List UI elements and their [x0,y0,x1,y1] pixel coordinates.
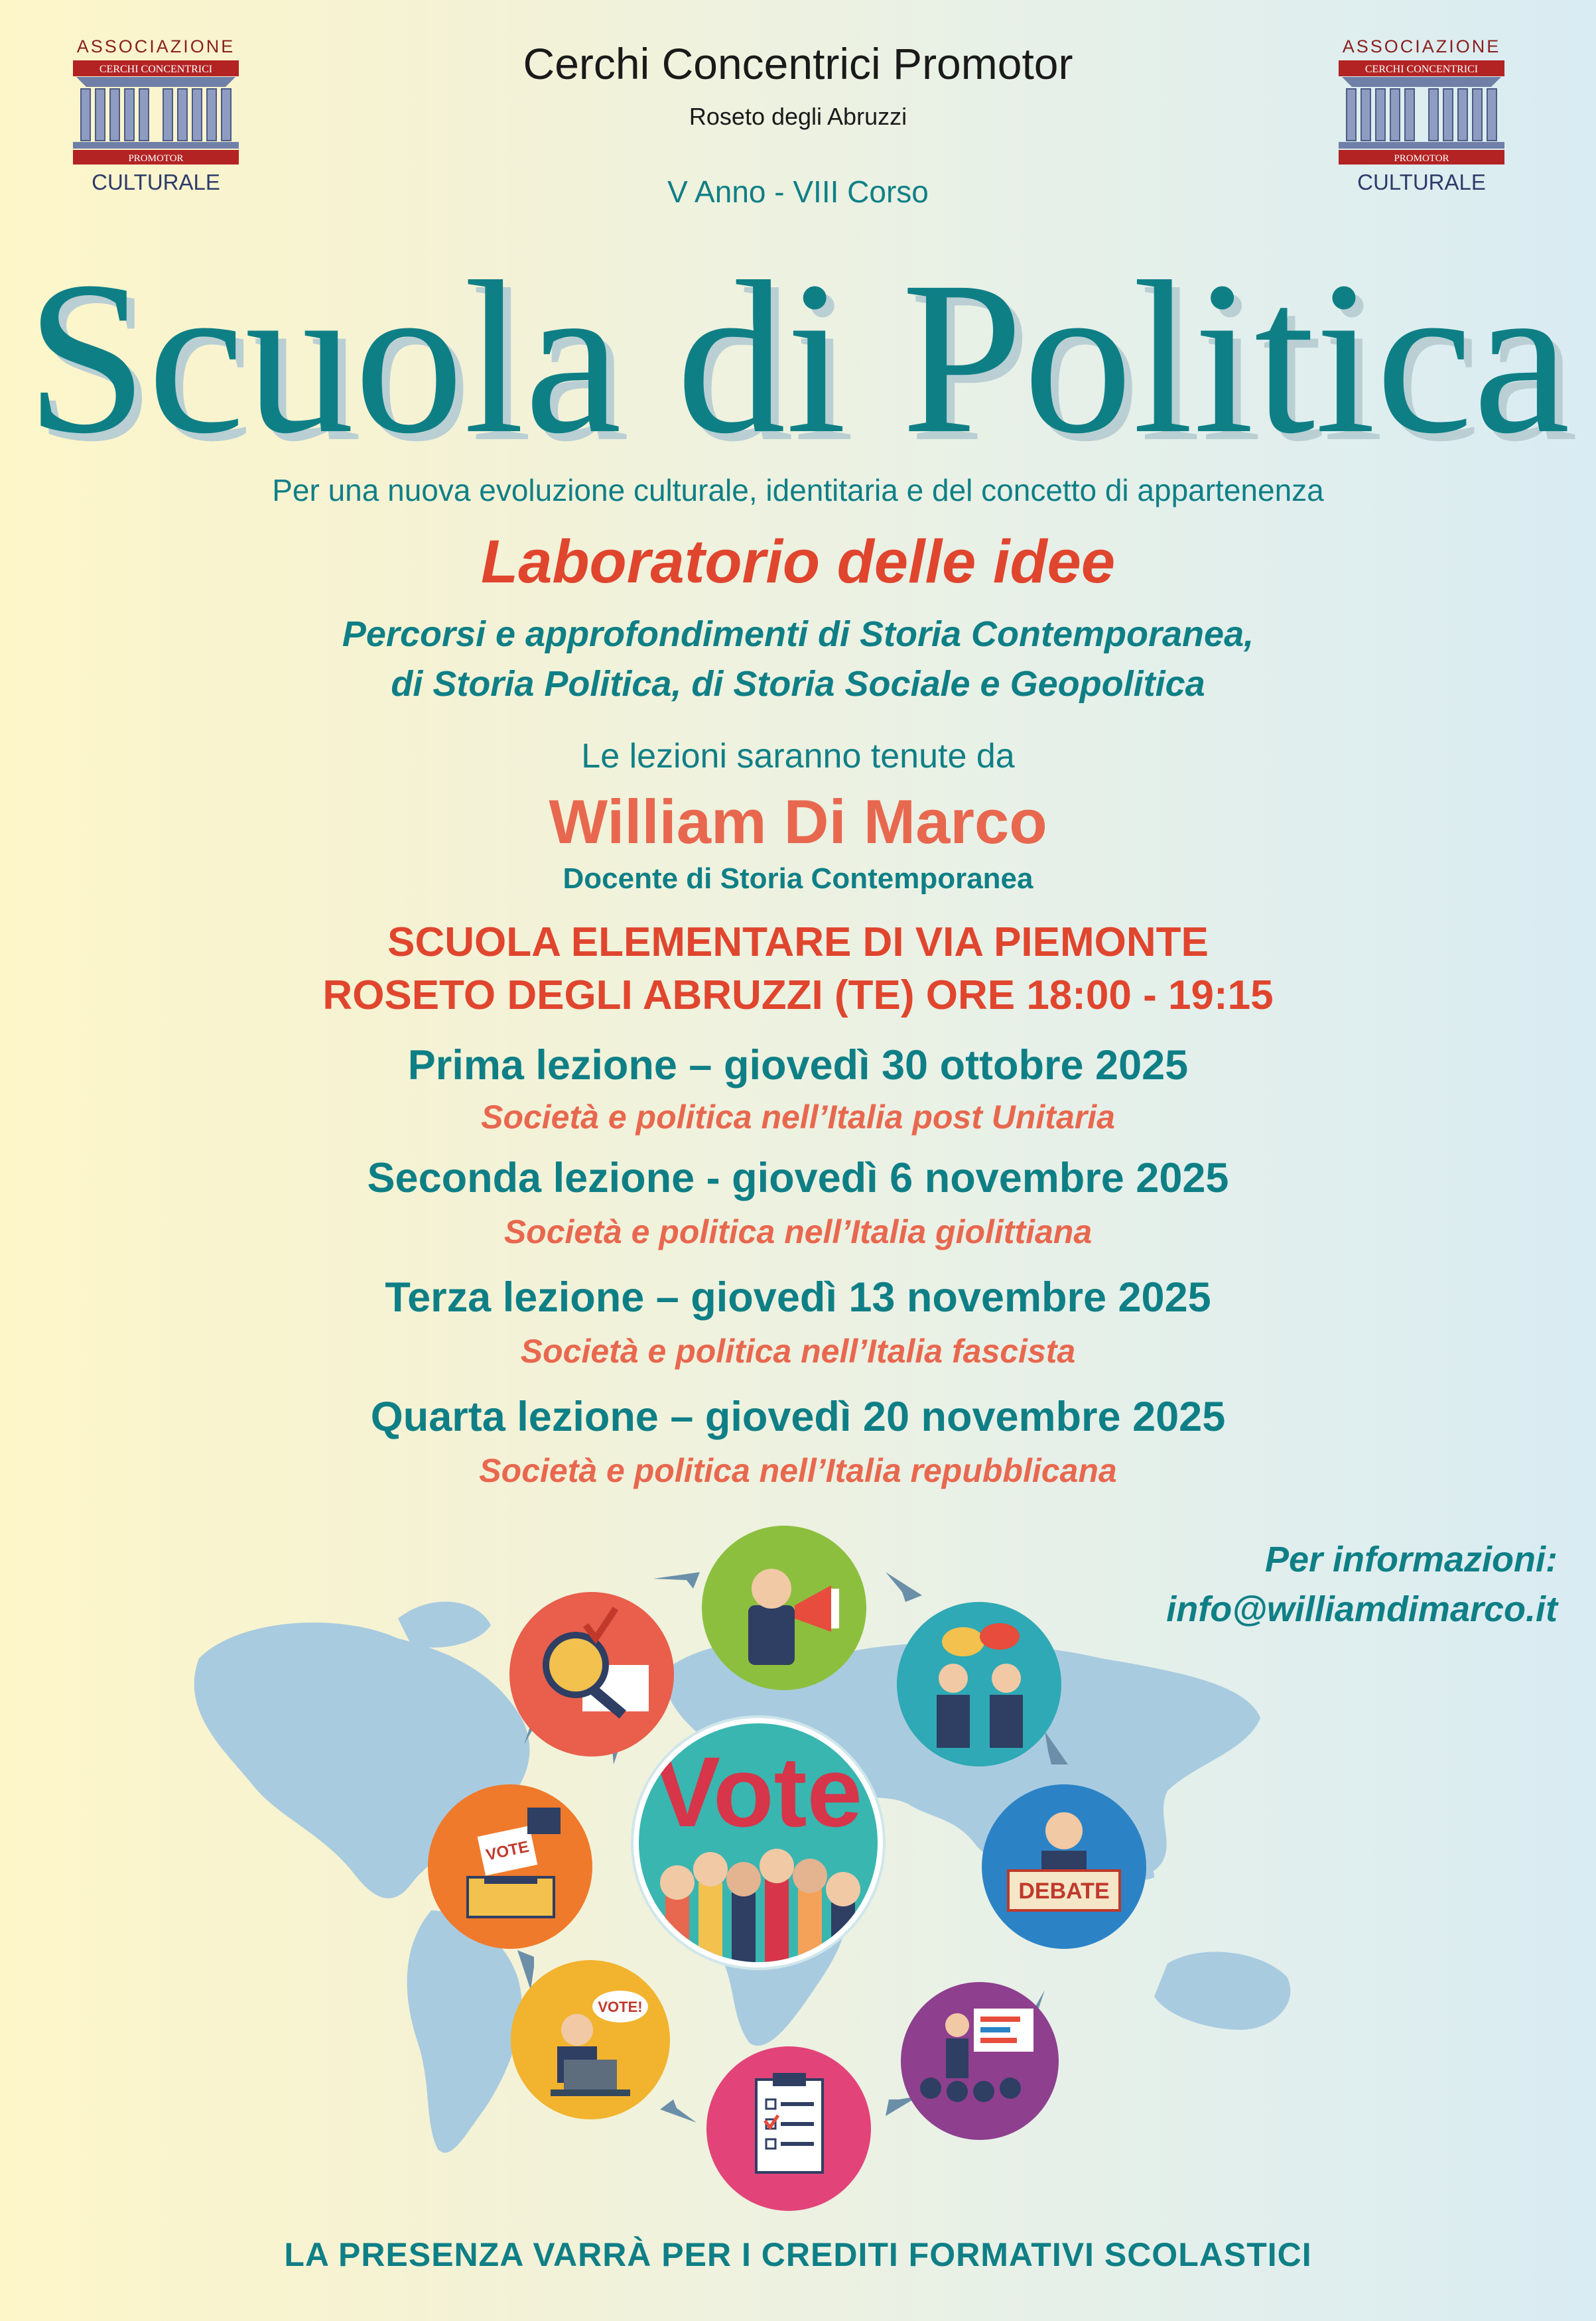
page-title: Scuola di Politica [25,237,1571,479]
megaphone-speaker-icon [702,1526,866,1690]
lesson-topic: Società e politica nell’Italia post Unitaria [481,1098,1115,1136]
info-label: Per informazioni: [1264,1540,1558,1579]
logo-banner-text: CERCHI CONCENTRICI [1364,64,1479,75]
debate-sign-text: DEBATE [1018,1879,1110,1904]
subtitle: Per una nuova evoluzione culturale, identitaria e del concetto di appartenenza [272,473,1324,507]
logo-base-text: PROMOTOR [1394,153,1449,164]
lesson-title: Prima lezione – giovedì 30 ottobre 2025 [407,1042,1189,1089]
logo-top-text: ASSOCIAZIONE [1342,36,1501,56]
lecturer-name: William Di Marco [549,787,1047,856]
lesson-topic: Società e politica nell’Italia repubblicana [479,1452,1117,1489]
footer-credits: LA PRESENZA VARRÀ PER I CREDITI FORMATIVI SCOLASTICI [284,2236,1312,2273]
bubble-text: VOTE! [598,1999,643,2015]
org-name: Cerchi Concentrici Promotor [523,39,1073,88]
lesson-title: Seconda lezione - giovedì 6 novembre 2025 [367,1155,1229,1201]
info-email-link[interactable]: info@williamdimarco.it [1166,1589,1558,1629]
logo-base-text: PROMOTOR [128,153,184,164]
lesson-topic: Società e politica nell’Italia fascista [520,1333,1076,1370]
raised-hands-icon [639,1723,878,1962]
course-edition: V Anno - VIII Corso [667,174,929,209]
org-city: Roseto degli Abruzzi [689,103,907,130]
logo-banner-text: CERCHI CONCENTRICI [99,64,213,75]
dialogue-icon [897,1602,1061,1766]
debate-icon [982,1784,1146,1949]
research-magnifier-icon [509,1592,674,1757]
lab-title: Laboratorio delle idee [481,528,1115,596]
vote-word: Vote [654,1736,862,1847]
logo-bottom-text: CULTURALE [1357,170,1486,194]
venue-line-2: ROSETO DEGLI ABRUZZI (TE) ORE 18:00 - 19:15 [322,972,1274,1018]
checklist-icon [706,2046,871,2211]
logo-bottom-text: CULTURALE [92,170,220,194]
logo-top-text: ASSOCIAZIONE [76,36,235,56]
online-vote-icon [511,1960,670,2119]
ballot-box-icon [428,1784,592,1949]
lesson-topic: Società e politica nell’Italia giolittiana [503,1213,1093,1250]
lecturer-intro: Le lezioni saranno tenute da [581,737,1015,775]
lecturer-role: Docente di Storia Contemporanea [563,862,1033,895]
presentation-icon [901,1982,1059,2140]
lab-description-line-2: di Storia Politica, di Storia Sociale e Geopolitica [391,664,1205,704]
ballot-text: VOTE [484,1837,531,1865]
lesson-title: Quarta lezione – giovedì 20 novembre 2025 [370,1394,1226,1440]
lab-description-line-1: Percorsi e approfondimenti di Storia Contemporanea, [342,614,1254,654]
lesson-title: Terza lezione – giovedì 13 novembre 2025 [385,1274,1211,1321]
venue-line-1: SCUOLA ELEMENTARE DI VIA PIEMONTE [387,919,1209,965]
